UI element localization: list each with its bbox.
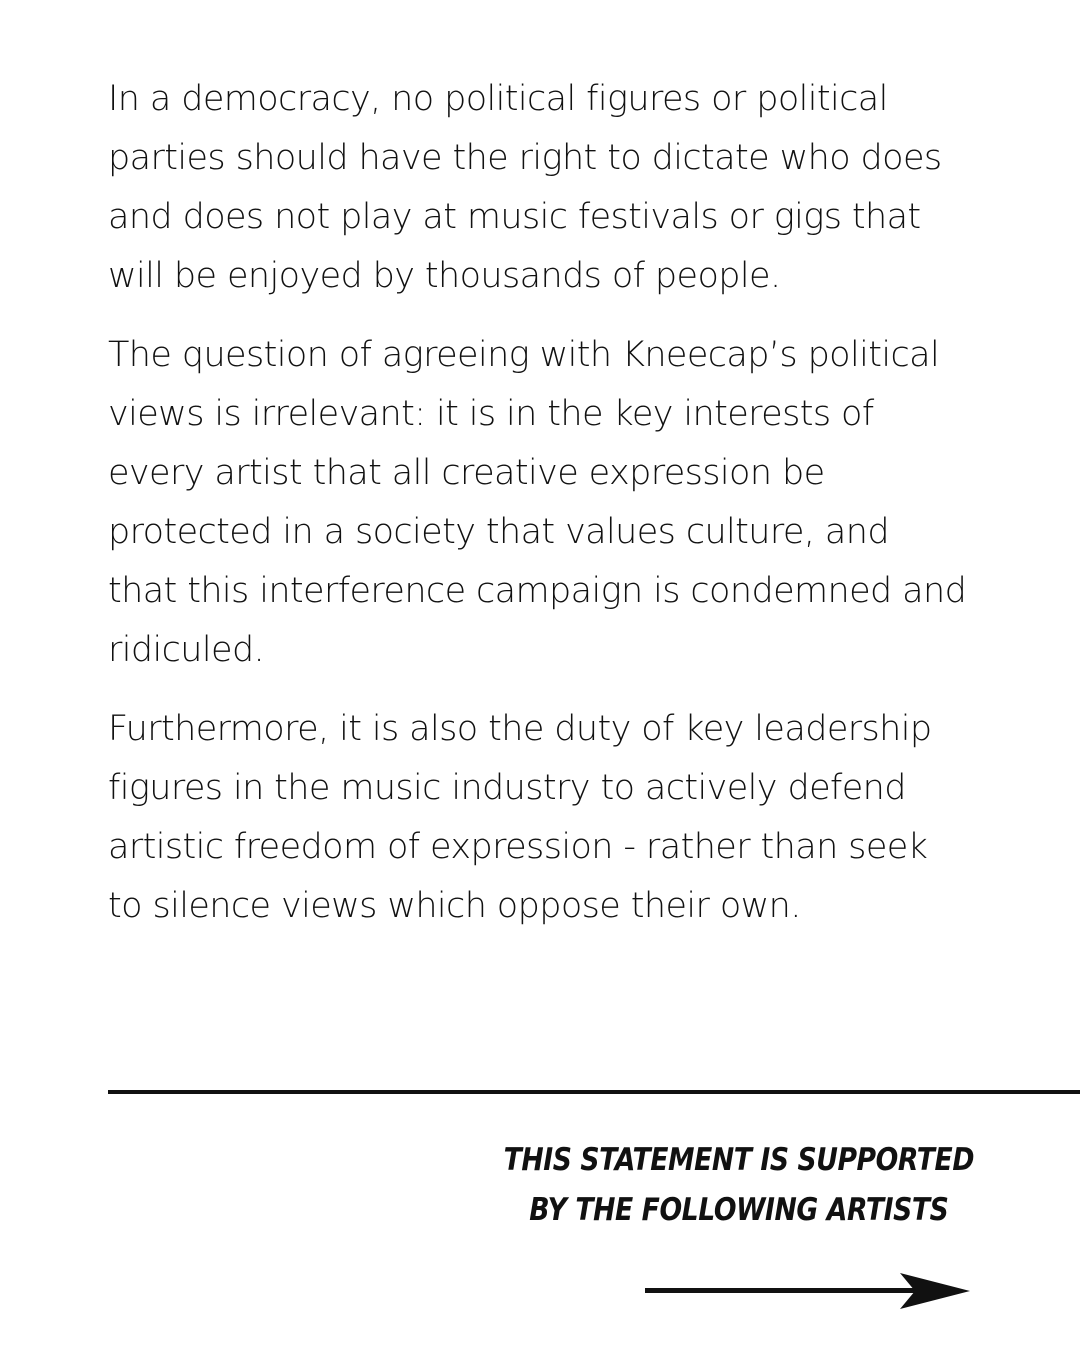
statement-body: [108, 70, 968, 956]
horizontal-divider: [108, 1090, 1080, 1094]
right-arrow-icon: [645, 1270, 975, 1312]
supported-caption-line-1: THIS STATEMENT IS SUPPORTED: [503, 1142, 974, 1178]
paragraph-industry-duty: Furthermore, it is also the duty of key leadership figures in the music industry to actively defend artistic freedom of expression - rather than seek to silence views which oppose their own.: [108, 709, 932, 926]
paragraph-kneecap-views: The question of agreeing with Kneecap’s political views is irrelevant: it is in the key interests of every artist that all creative expression be protected in a society that values culture, and that this interference campaign is condemned and ridiculed.: [108, 335, 967, 670]
supported-caption-line-2: BY THE FOLLOWING ARTISTS: [529, 1192, 949, 1228]
supported-by-caption: [504, 1135, 974, 1235]
paragraph-democracy: In a democracy, no political figures or political parties should have the right to dictate who does and does not play at music festivals or gigs that will be enjoyed by thousands of people.: [108, 79, 942, 296]
